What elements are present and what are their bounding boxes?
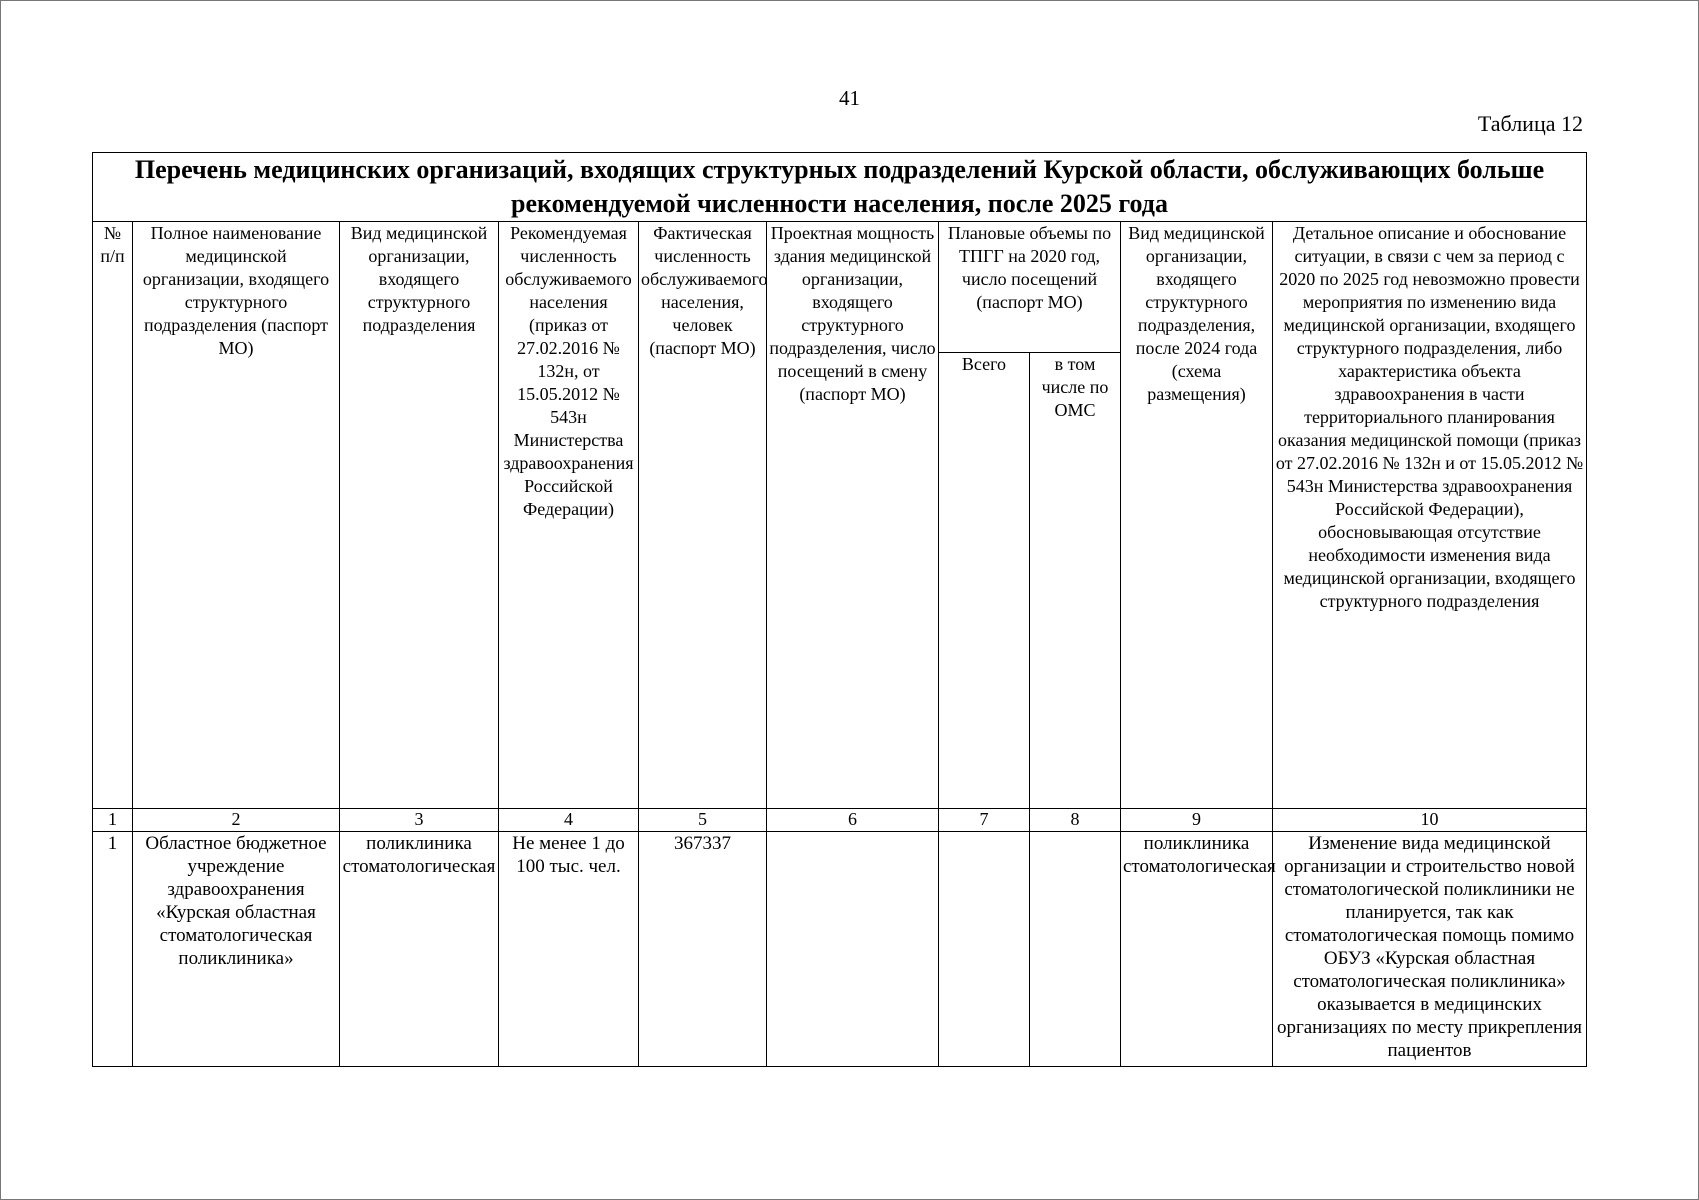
org-name-cell: Областное бюджетное учреждение здравоохранения «Курская областная стоматологическая поликлиника» [133, 832, 340, 1067]
column-number: 2 [133, 809, 340, 832]
design-capacity-cell [767, 832, 939, 1067]
column-number: 3 [340, 809, 499, 832]
description-cell: Изменение вида медицинской организации и строительство новой стоматологической поликлиники не планируется, так как стоматологическая помощь помимо ОБУЗ «Курская областная стоматологическая поликлиника» оказывается в медицинских организациях по месту прикрепления пациентов [1273, 832, 1587, 1067]
header-oms: в том числе по ОМС [1030, 353, 1121, 809]
recommended-population-cell: Не менее 1 до 100 тыс. чел. [499, 832, 639, 1067]
header-design-capacity: Проектная мощность здания медицинской организации, входящего структурного подразделения, число посещений в смену (паспорт МО) [767, 222, 939, 809]
column-number: 10 [1273, 809, 1587, 832]
org-type-after-cell: поликлиника стоматологическая [1121, 832, 1273, 1067]
org-type-cell: поликлиника стоматологическая [340, 832, 499, 1067]
total-visits-cell [939, 832, 1030, 1067]
column-numbers-row [93, 809, 1587, 832]
organizations-table [92, 152, 1587, 1067]
column-number: 4 [499, 809, 639, 832]
column-number: 9 [1121, 809, 1273, 832]
header-org-name: Полное наименование медицинской организации, входящего структурного подразделения (паспорт МО) [133, 222, 340, 809]
table-row [93, 832, 1587, 1067]
oms-visits-cell [1030, 832, 1121, 1067]
column-number: 1 [93, 809, 133, 832]
column-number: 8 [1030, 809, 1121, 832]
header-recommended-population: Рекомендуемая численность обслуживаемого населения (приказ от 27.02.2016 № 132н, от 15.05.2012 № 543н Министерства здравоохранения Российской Федерации) [499, 222, 639, 809]
page-number: 41 [839, 86, 860, 110]
column-number: 6 [767, 809, 939, 832]
header-org-type-after-2024: Вид медицинской организации, входящего структурного подразделения, после 2024 года (схема размещения) [1121, 222, 1273, 809]
header-actual-population: Фактическая численность обслуживаемого населения, человек (паспорт МО) [639, 222, 767, 809]
header-total: Всего [939, 353, 1030, 809]
actual-population-cell: 367337 [639, 832, 767, 1067]
column-number: 7 [939, 809, 1030, 832]
column-number: 5 [639, 809, 767, 832]
header-org-type: Вид медицинской организации, входящего структурного подразделения [340, 222, 499, 809]
header-description: Детальное описание и обоснование ситуации, в связи с чем за период с 2020 по 2025 год невозможно провести мероприятия по изменению вида медицинской организации, входящего структурного подразделения, либо характеристика объекта здравоохранения в части территориального планирования оказания медицинской помощи (приказ от 27.02.2016 № 132н и от 15.05.2012 № 543н Министерства здравоохранения Российской Федерации), обосновывающая отсутствие необходимости изменения вида медицинской организации, входящего структурного подразделения [1273, 222, 1587, 809]
header-num: № п/п [93, 222, 133, 809]
table-title: Перечень медицинских организаций, входящих структурных подразделений Курской области, обслуживающих больше рекомендуемой численности населения, после 2025 года [93, 153, 1587, 222]
row-number: 1 [93, 832, 133, 1067]
header-planned-volumes: Плановые объемы по ТПГГ на 2020 год, число посещений (паспорт МО) [939, 222, 1121, 353]
table-label: Таблица 12 [1477, 111, 1583, 136]
